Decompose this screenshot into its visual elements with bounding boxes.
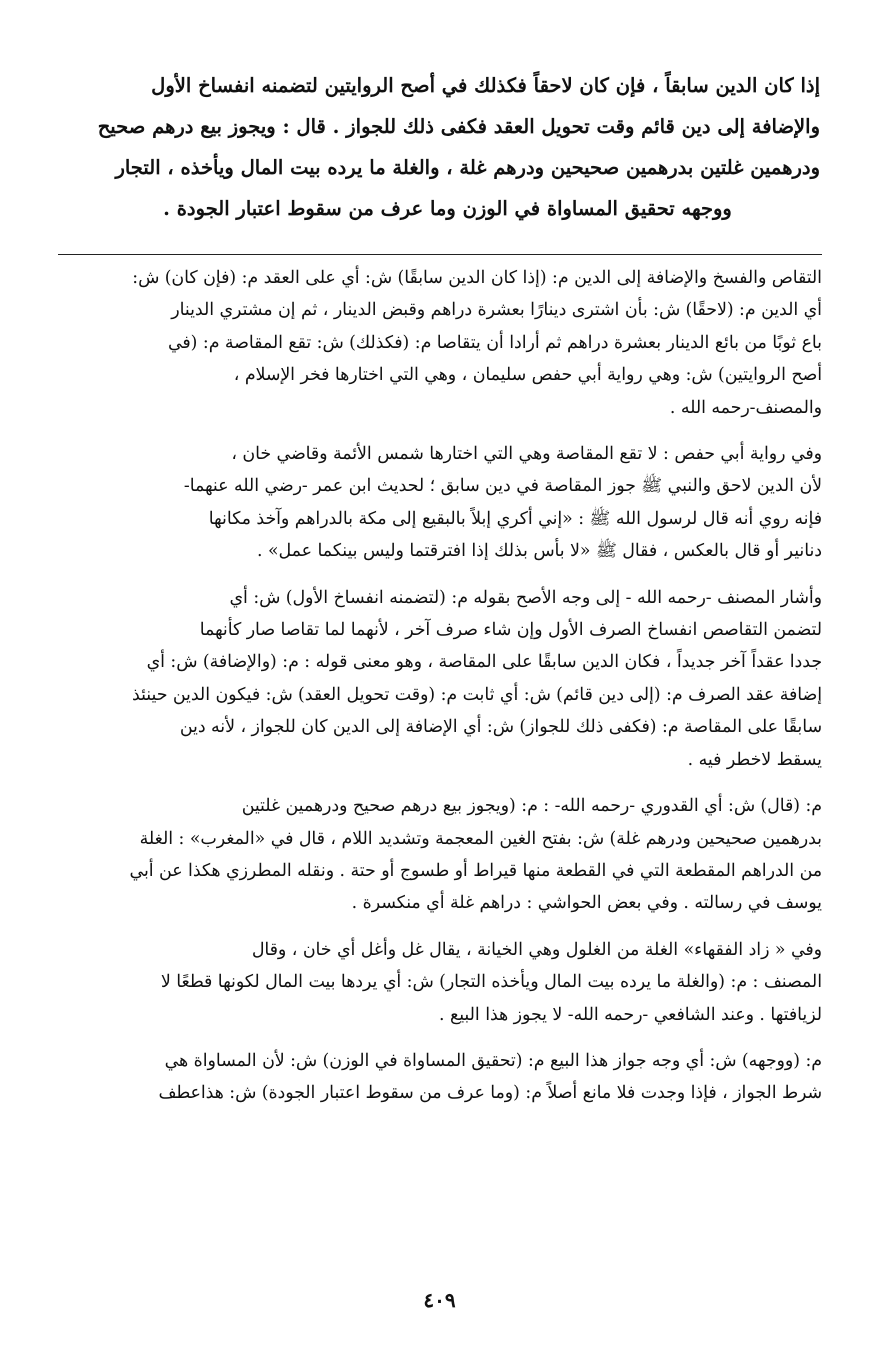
page-number: ٤٠٩ [423, 1288, 456, 1312]
commentary-line: م: (ووجهه) ش: أي وجه جواز هذا البيع م: (تحقيق المساواة في الوزن) ش: لأن المساواة هي [164, 1050, 822, 1071]
commentary-line: يوسف في رسالته . وفي بعض الحواشي : دراهم غلة أي منكسرة . [351, 893, 822, 914]
commentary-paragraph [58, 262, 822, 424]
commentary-line: أصح الروايتين) ش: وهي رواية أبي حفص سليمان ، وهي التي اختارها فخر الإسلام ، [233, 365, 822, 386]
commentary-paragraph [58, 1045, 822, 1110]
commentary-line: بدرهمين صحيحين ودرهم غلة) ش: بفتح الغين المعجمة وتشديد اللام ، قال في «المغرب» : الغلة [139, 828, 822, 849]
commentary-line: أي الدين م: (لاحقًا) ش: بأن اشترى دينارًا بعشرة دراهم وقبض الدينار ، ثم إن مشتري الدينار [171, 300, 822, 321]
commentary-line: وأشار المصنف -رحمه الله - إلى وجه الأصح بقوله م: (لتضمنه انفساخ الأول) ش: أي [229, 587, 822, 608]
main-text-line: إذا كان الدين سابقاً ، فإن كان لاحقاً فكذلك في أصح الروايتين لتضمنه انفساخ الأول [151, 74, 820, 97]
commentary-paragraph [58, 582, 822, 776]
commentary-line: لأن الدين لاحق والنبي ﷺ جوز المقاصة في دين سابق ؛ لحديث ابن عمر -رضي الله عنهما- [183, 476, 822, 497]
commentary-line: شرط الجواز ، فإذا وجدت فلا مانع أصلاً م: (وما عرف من سقوط اعتبار الجودة) ش: هذاعطف [158, 1083, 822, 1104]
commentary-line: باع ثوبًا من بائع الدينار بعشرة دراهم ثم أرادا أن يتقاصا م: (فكذلك) ش: تقع المقاصة م: (في [168, 332, 822, 353]
commentary-line: دنانير أو قال بالعكس ، فقال ﷺ «لا بأس بذلك إذا افترقتما وليس بينكما عمل» . [257, 541, 822, 562]
commentary-line: م: (قال) ش: أي القدوري -رحمه الله- : م: (ويجوز بيع درهم صحيح ودرهمين غلتين [241, 796, 822, 817]
commentary-block [58, 262, 822, 1124]
commentary-line: فإنه روي أنه قال لرسول الله ﷺ : «إني أكري إبلاً بالبقيع إلى مكة بالدراهم وآخذ مكانها [208, 508, 822, 529]
main-text-block [75, 65, 820, 229]
commentary-line: من الدراهم المقطعة التي في القطعة منها قيراط أو طسوج أو حتة . ونقله المطرزي هكذا عن أبي [129, 860, 822, 881]
commentary-line: وفي رواية أبي حفص : لا تقع المقاصة وهي التي اختارها شمس الأئمة وقاضي خان ، [231, 444, 822, 465]
commentary-line: سابقًا على المقاصة م: (فكفى ذلك للجواز) ش: أي الإضافة إلى الدين كان للجواز ، لأنه دين [179, 717, 822, 738]
commentary-line: وفي « زاد الفقهاء» الغلة من الغلول وهي الخيانة ، يقال غل وأغل أي خان ، وقال [251, 939, 822, 960]
commentary-line: يسقط لاخطر فيه . [687, 749, 822, 770]
commentary-line: التقاص والفسخ والإضافة إلى الدين م: (إذا كان الدين سابقًا) ش: أي على العقد م: (فإن كان) ش: [132, 268, 822, 288]
commentary-line: لزيافتها . وعند الشافعي -رحمه الله- لا يجوز هذا البيع . [439, 1004, 822, 1025]
commentary-line: لتضمن التقاصص انفساخ الصرف الأول وإن شاء صرف آخر ، لأنهما لما تقاصا صار كأنهما [199, 620, 822, 641]
separator-rule [58, 254, 822, 255]
commentary-paragraph [58, 934, 822, 1031]
main-text-line: ووجهه تحقيق المساواة في الوزن وما عرف من سقوط اعتبار الجودة . [163, 197, 732, 220]
commentary-line: جددا عقداً آخر جديداً ، فكان الدين سابقًا على المقاصة ، وهو معنى قوله : م: (والإضافة) ش: أي [146, 652, 822, 673]
commentary-paragraph [58, 438, 822, 568]
commentary-line: والمصنف-رحمه الله . [669, 397, 822, 418]
commentary-line: المصنف : م: (والغلة ما يرده بيت المال ويأخذه التجار) ش: أي يردها بيت المال لكونها قطعًا لا [160, 972, 822, 993]
commentary-line: إضافة عقد الصرف م: (إلى دين قائم) ش: أي ثابت م: (وقت تحويل العقد) ش: فيكون الدين حينئذ [132, 684, 822, 705]
main-text-line: ودرهمين غلتين بدرهمين صحيحين ودرهم غلة ، والغلة ما يرده بيت المال ويأخذه ، التجار [115, 156, 820, 179]
main-text-line: والإضافة إلى دين قائم وقت تحويل العقد فكفى ذلك للجواز . قال : ويجوز بيع درهم صحيح [97, 115, 820, 138]
commentary-paragraph [58, 790, 822, 920]
